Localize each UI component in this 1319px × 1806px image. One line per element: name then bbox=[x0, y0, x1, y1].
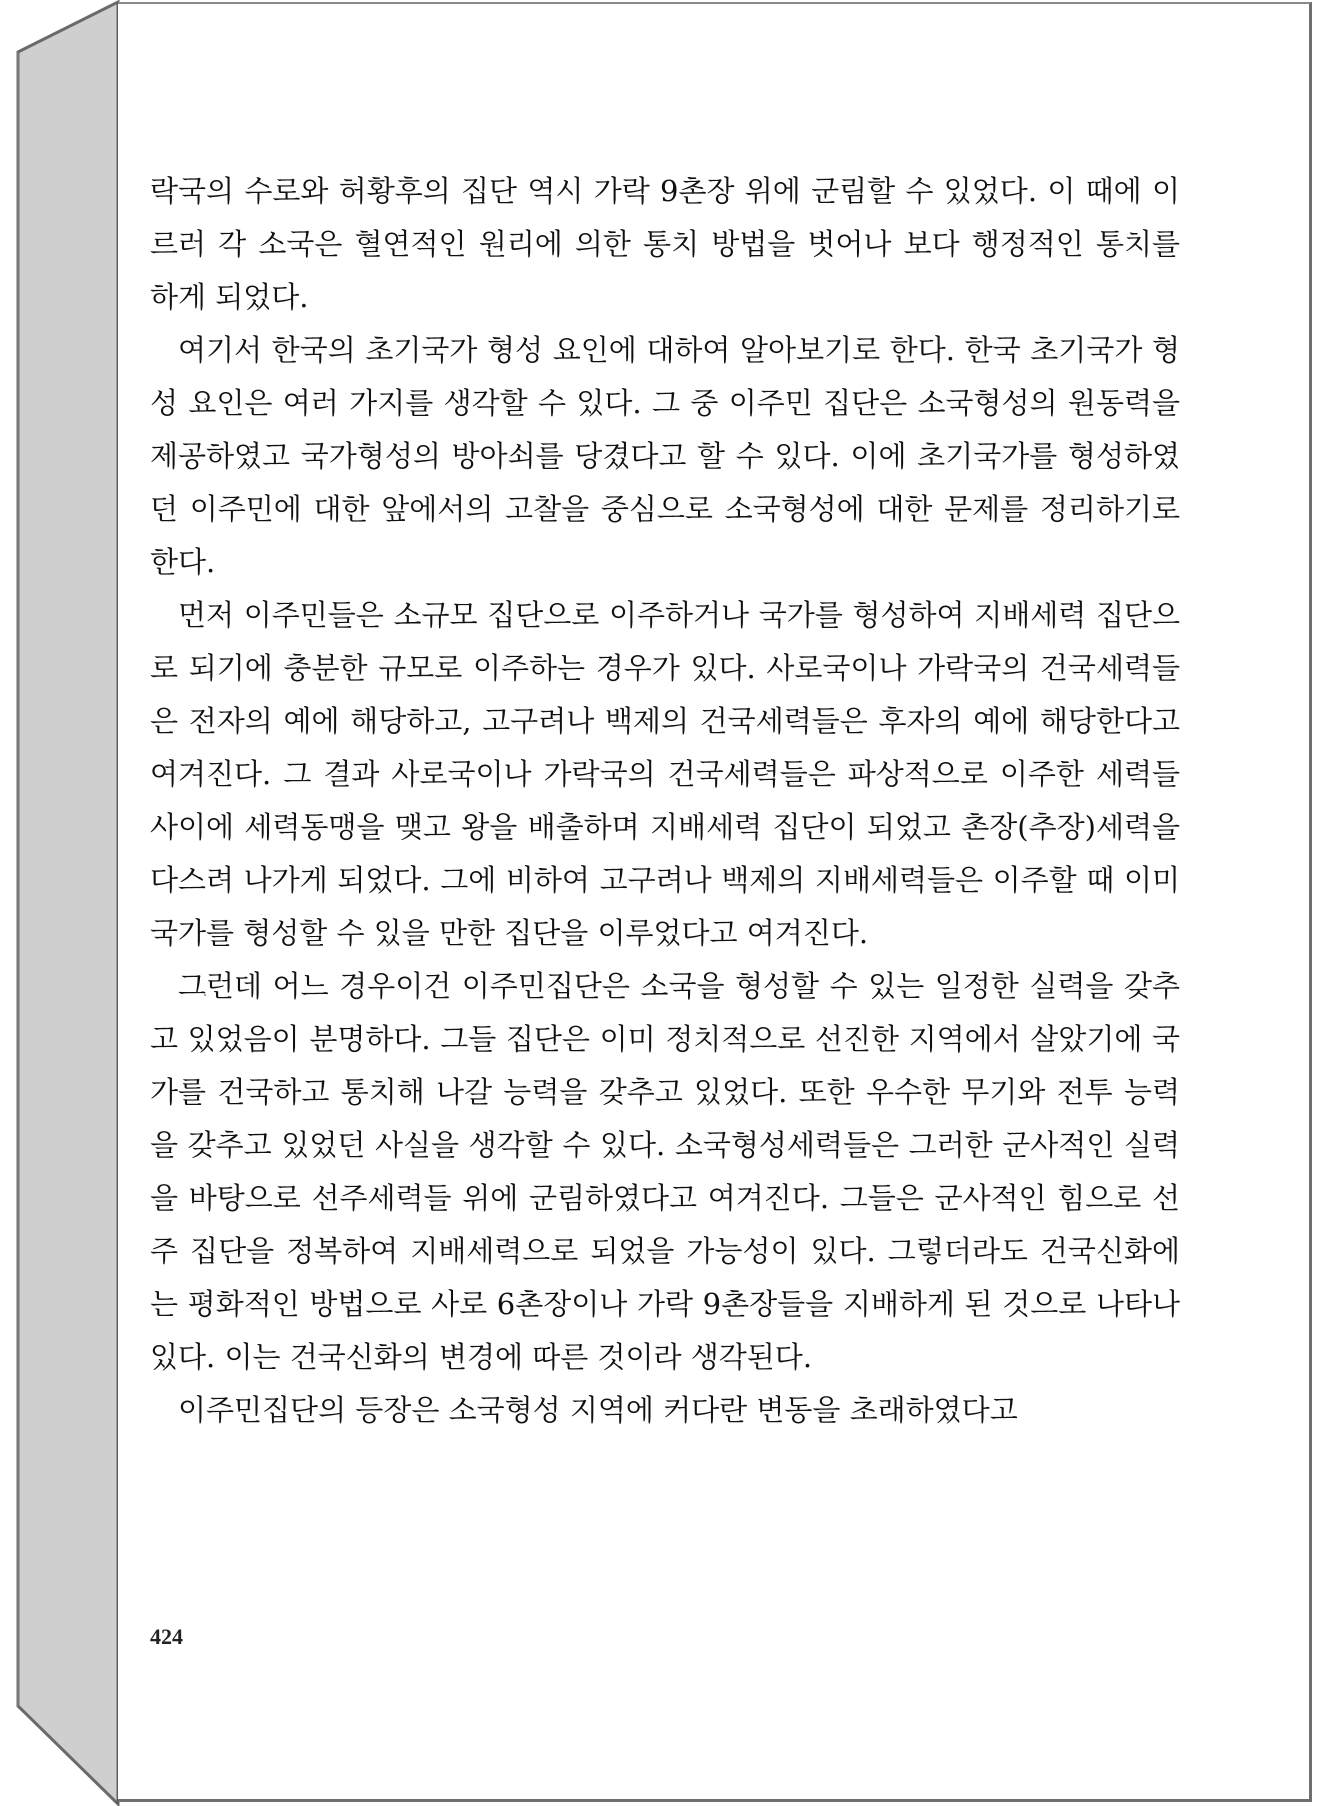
body-text bbox=[150, 165, 1180, 1437]
paragraph: 여기서 한국의 초기국가 형성 요인에 대하여 알아보기로 한다. 한국 초기국가 형성 요인은 여러 가지를 생각할 수 있다. 그 중 이주민 집단은 소국형성의 원동력을 제공하였고 국가형성의 방아쇠를 당겼다고 할 수 있다. 이에 초기국가를 형성하였던 이주민에 대한 앞에서의 고찰을 중심으로 소국형성에 대한 문제를 정리하기로 한다. bbox=[150, 333, 1180, 579]
paragraph: 이주민집단의 등장은 소국형성 지역에 커다란 변동을 초래하였다고 bbox=[178, 1393, 1018, 1427]
paragraph: 락국의 수로와 허황후의 집단 역시 가락 9촌장 위에 군림할 수 있었다. 이 때에 이르러 각 소국은 혈연적인 원리에 의한 통치 방법을 벗어나 보다 행정적인 통치를 하게 되었다. bbox=[150, 174, 1180, 314]
paragraph: 먼저 이주민들은 소규모 집단으로 이주하거나 국가를 형성하여 지배세력 집단으로 되기에 충분한 규모로 이주하는 경우가 있다. 사로국이나 가락국의 건국세력들은 전자의 예에 해당하고, 고구려나 백제의 건국세력들은 후자의 예에 해당한다고 여겨진다. 그 결과 사로국이나 가락국의 건국세력들은 파상적으로 이주한 세력들 사이에 세력동맹을 맺고 왕을 배출하며 지배세력 집단이 되었고 촌장(추장)세력을 다스려 나가게 되었다. 그에 비하여 고구려나 백제의 지배세력들은 이주할 때 이미 국가를 형성할 수 있을 만한 집단을 이루었다고 여겨진다. bbox=[150, 598, 1180, 950]
paragraph: 그런데 어느 경우이건 이주민집단은 소국을 형성할 수 있는 일정한 실력을 갖추고 있었음이 분명하다. 그들 집단은 이미 정치적으로 선진한 지역에서 살았기에 국가를 건국하고 통치해 나갈 능력을 갖추고 있었다. 또한 우수한 무기와 전투 능력을 갖추고 있었던 사실을 생각할 수 있다. 소국형성세력들은 그러한 군사적인 실력을 바탕으로 선주세력들 위에 군림하였다고 여겨진다. 그들은 군사적인 힘으로 선주 집단을 정복하여 지배세력으로 되었을 가능성이 있다. 그렇더라도 건국신화에는 평화적인 방법으로 사로 6촌장이나 가락 9촌장들을 지배하게 된 것으로 나타나 있다. 이는 건국신화의 변경에 따른 것이라 생각된다. bbox=[150, 969, 1180, 1374]
page-number: 424 bbox=[150, 1624, 183, 1649]
